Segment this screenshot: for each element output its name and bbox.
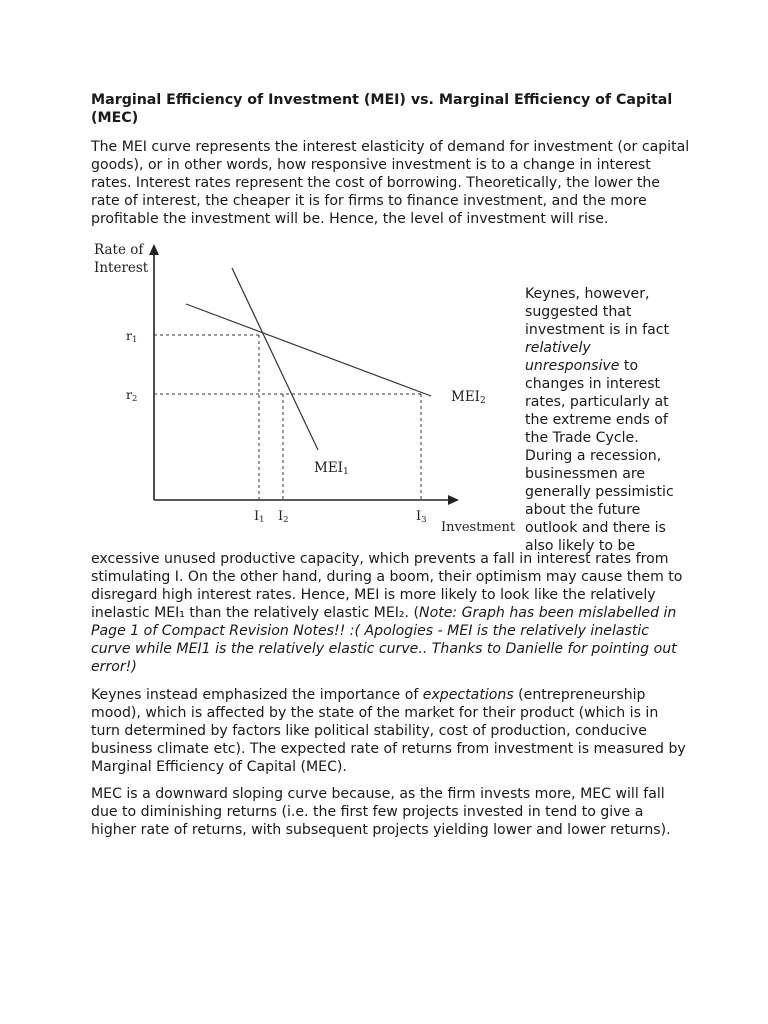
y-axis-label-line1: Rate of [94, 242, 144, 258]
x-axis-arrow [448, 495, 459, 505]
paragraph-keynes-continued: excessive unused productive capacity, which prevents a fall in interest rates from stimulating I. On the other hand, during a boom, their optimism may cause them to disregard high interest rates. Hence, MEI is more likely to look like the relatively inelastic MEI₁ than the relatively elastic MEI₂. (Note: Graph has been mislabelled in Page 1 of Compact Revision Notes!! :( Apologies - MEI is the relatively inelastic curve while MEI1 is the relatively elastic curve.. Thanks to Danielle for pointing out error!) [91, 551, 683, 675]
paragraph-keynes-side: Keynes, however, suggested that investment is in fact relatively unresponsive to changes in interest rates, particularly at the extreme ends of the Trade Cycle. During a recession, businessmen are generally pessimistic about the future outlook and there is also likely to be [525, 286, 674, 554]
page-title: Marginal Efficiency of Investment (MEI) vs. Marginal Efficiency of Capital (MEC) [91, 92, 673, 126]
y-axis-arrow [149, 244, 159, 255]
mei2-label: MEI2 [451, 389, 486, 406]
x-axis-label: Investment [441, 520, 516, 535]
mei-diagram [86, 238, 516, 538]
mei1-label: MEI1 [314, 460, 349, 477]
paragraph-mec: MEC is a downward sloping curve because, as the firm invests more, MEC will fall due to diminishing returns (i.e. the first few projects invested in tend to give a higher rate of returns, with subsequent projects yielding lower and lower returns). [91, 786, 671, 838]
y-axis-label-line2: Interest [94, 260, 149, 276]
r1-label: r1 [126, 328, 138, 345]
i1-label: I1 [254, 509, 265, 525]
paragraph-expectations: Keynes instead emphasized the importance of expectations (entrepreneurship mood), which is affected by the state of the market for their product (which is in turn determined by factors like political stability, cost of production, conducive business climate etc). The expected rate of returns from investment is measured by Marginal Efficiency of Capital (MEC). [91, 687, 686, 775]
r2-label: r2 [126, 387, 138, 404]
i2-label: I2 [278, 509, 289, 525]
i3-label: I3 [416, 509, 427, 525]
mei2-curve [186, 304, 431, 396]
mei1-curve [232, 268, 318, 450]
paragraph-mei-intro: The MEI curve represents the interest elasticity of demand for investment (or capital goods), or in other words, how responsive investment is to a change in interest rates. Interest rates represent the cost of borrowing. Theoretically, the lower the rate of interest, the cheaper it is for firms to finance investment, and the more profitable the investment will be. Hence, the level of investment will rise. [91, 139, 690, 227]
